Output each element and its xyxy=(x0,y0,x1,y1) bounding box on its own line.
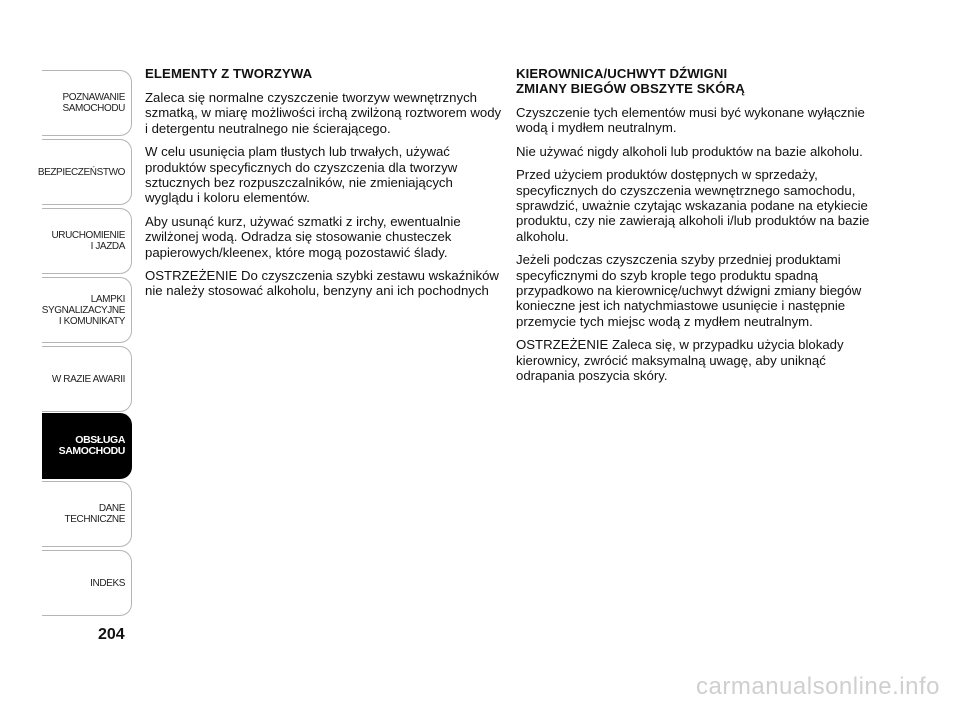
warning-paragraph: OSTRZEŻENIE Do czyszczenia szybki zestawu wskaźników nie należy stosować alkoholu, benzyny ani ich pochodnych xyxy=(145,268,499,299)
tab-bezpieczenstwo[interactable]: BEZPIECZEŃSTWO xyxy=(42,139,132,205)
watermark: carmanualsonline.info xyxy=(696,673,940,700)
paragraph: Nie używać nigdy alkoholi lub produktów na bazie alkoholu. xyxy=(516,143,863,159)
tab-lampki-sygnalizacyjne[interactable]: LAMPKI SYGNALIZACYJNE I KOMUNIKATY xyxy=(42,277,132,343)
section-heading xyxy=(516,66,878,96)
paragraph: Aby usunąć kurz, używać szmatki z irchy, ewentualnie zwilżonej wodą. Odradza się stosowanie chusteczek papierowych/kleenex, które mogą pozostawić ślady. xyxy=(145,213,461,260)
section-leather-steering xyxy=(516,66,878,392)
page-number: 204 xyxy=(98,626,125,643)
paragraph: Zaleca się normalne czyszczenie tworzyw wewnętrznych szmatką, w miarę możliwości irchą zwilżoną roztworem wody i detergentu neutralnego nie ścierającego. xyxy=(145,90,502,136)
section-heading: ELEMENTY Z TWORZYWA xyxy=(145,66,313,81)
tab-indeks[interactable]: INDEKS xyxy=(42,550,132,616)
tab-poznawanie-samochodu[interactable]: POZNAWANIE SAMOCHODU xyxy=(42,70,132,136)
tab-obsluga-samochodu[interactable]: OBSŁUGA SAMOCHODU xyxy=(42,413,132,479)
warning-paragraph: OSTRZEŻENIE Zaleca się, w przypadku użycia blokady kierownicy, zwrócić maksymalną uwagę, aby uniknąć odrapania poszycia skóry. xyxy=(516,337,844,384)
paragraph: Czyszczenie tych elementów musi być wykonane wyłącznie wodą i mydłem neutralnym. xyxy=(516,105,865,136)
section-plastic-elements xyxy=(145,66,503,307)
heading-line: KIEROWNICA/UCHWYT DŹWIGNI xyxy=(516,66,728,81)
paragraph: Jeżeli podczas czyszczenia szyby przedniej produktami specyficznymi do szyb krople tego produktu spadną przypadkowo na kierownicę/uchwyt dźwigni zmiany biegów konieczne jest ich natychmiastowe usunięcie i następnie przemycie tych miejsc wodą z mydłem neutralnym. xyxy=(516,252,862,329)
tab-w-razie-awarii[interactable]: W RAZIE AWARII xyxy=(42,346,132,412)
paragraph: W celu usunięcia plam tłustych lub trwałych, używać produktów specyficznych do czyszczenia dla tworzyw sztucznych bez rozpuszczalników, nie zmieniających wyglądu i koloru elementów. xyxy=(145,144,458,206)
heading-line: ZMIANY BIEGÓW OBSZYTE SKÓRĄ xyxy=(516,81,745,96)
paragraph: Przed użyciem produktów dostępnych w sprzedaży, specyficznych do czyszczenia wewnętrznego samochodu, sprawdzić, uważnie czytając wskazania podane na etykiecie produktu, czy nie zawierają alkoholi i/lub produktów na bazie alkoholu. xyxy=(516,167,870,244)
tab-uruchomienie-i-jazda[interactable]: URUCHOMIENIE I JAZDA xyxy=(42,208,132,274)
tab-dane-techniczne[interactable]: DANE TECHNICZNE xyxy=(42,481,132,547)
